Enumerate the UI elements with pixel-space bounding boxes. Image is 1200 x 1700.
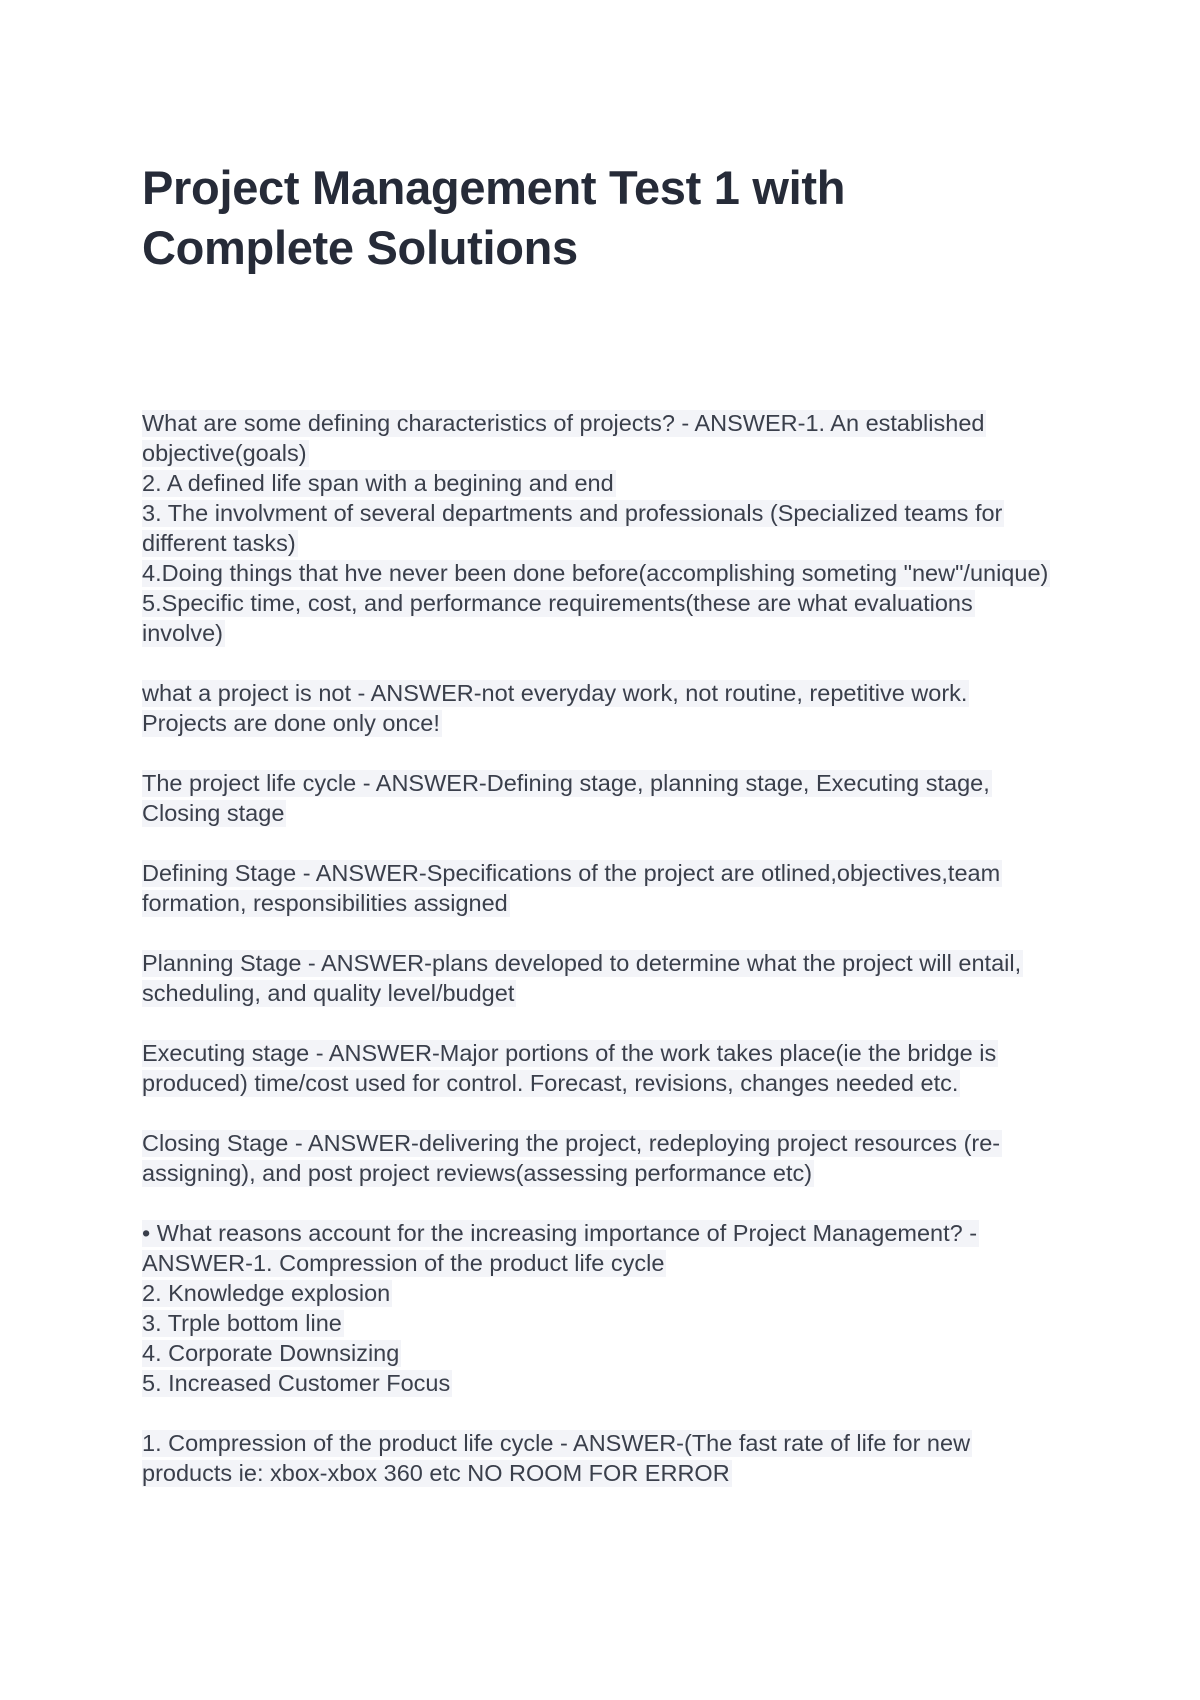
qa-line-text: 5.Specific time, cost, and performance requirements(these are what evaluations [142,590,973,616]
qa-line-text: Closing Stage - ANSWER-delivering the project, redeploying project resources (re- [142,1130,1001,1156]
qa-line-text: what a project is not - ANSWER-not everyday work, not routine, repetitive work. [142,680,968,706]
qa-line-text: Closing stage [142,800,285,826]
qa-line-text: 2. Knowledge explosion [142,1280,391,1306]
qa-line-text: Projects are done only once! [142,710,440,736]
qa-item [142,1128,1072,1188]
qa-line [142,1278,1072,1308]
qa-line [142,408,1072,438]
qa-line-text: 3. The involvment of several departments and professionals (Specialized teams for [142,500,1003,526]
qa-line-text: 2. A defined life span with a begining and end [142,470,614,496]
qa-line-text: 4.Doing things that hve never been done before(accomplishing someting "new"/unique) [142,560,1049,586]
qa-line-text: ANSWER-1. Compression of the product life cycle [142,1250,665,1276]
qa-line-text: Executing stage - ANSWER-Major portions of the work takes place(ie the bridge is [142,1040,997,1066]
qa-line [142,1308,1072,1338]
qa-line-text: products ie: xbox-xbox 360 etc NO ROOM FOR ERROR [142,1460,730,1486]
qa-item [142,678,1072,738]
qa-line-text: • What reasons account for the increasing importance of Project Management? - [142,1220,978,1246]
qa-line-text: 4. Corporate Downsizing [142,1340,400,1366]
qa-line [142,948,1072,978]
qa-line [142,1068,1072,1098]
qa-line [142,1128,1072,1158]
qa-line [142,708,1072,738]
qa-line [142,618,1072,648]
qa-line [142,498,1072,528]
document-page [142,158,1072,1518]
qa-line [142,1218,1072,1248]
qa-line [142,978,1072,1008]
qa-line [142,858,1072,888]
qa-line [142,1428,1072,1458]
qa-line-text: assigning), and post project reviews(assessing performance etc) [142,1160,813,1186]
qa-item [142,1428,1072,1488]
qa-line [142,768,1072,798]
qa-line [142,558,1072,588]
page-title [142,158,1072,278]
qa-line-text: formation, responsibilities assigned [142,890,508,916]
qa-line-text: 5. Increased Customer Focus [142,1370,451,1396]
qa-item [142,858,1072,918]
qa-item [142,408,1072,648]
qa-line [142,1038,1072,1068]
qa-item [142,768,1072,828]
qa-line-text: 3. Trple bottom line [142,1310,342,1336]
qa-line [142,528,1072,558]
qa-line-text: objective(goals) [142,440,307,466]
qa-line-text: Planning Stage - ANSWER-plans developed to determine what the project will entail, [142,950,1022,976]
qa-line [142,798,1072,828]
qa-line-text: scheduling, and quality level/budget [142,980,515,1006]
qa-line [142,1338,1072,1368]
qa-line-text: 1. Compression of the product life cycle - ANSWER-(The fast rate of life for new [142,1430,971,1456]
qa-list [142,408,1072,1488]
qa-line-text: involve) [142,620,223,646]
qa-item [142,1038,1072,1098]
qa-item [142,1218,1072,1398]
title-line-2: Complete Solutions [142,221,578,274]
qa-line [142,468,1072,498]
qa-line [142,678,1072,708]
qa-line-text: What are some defining characteristics of projects? - ANSWER-1. An established [142,410,985,436]
qa-line [142,1248,1072,1278]
qa-line-text: different tasks) [142,530,296,556]
qa-line [142,588,1072,618]
qa-line [142,1458,1072,1488]
qa-item [142,948,1072,1008]
qa-line [142,888,1072,918]
qa-line [142,1158,1072,1188]
qa-line-text: produced) time/cost used for control. Forecast, revisions, changes needed etc. [142,1070,959,1096]
qa-line-text: Defining Stage - ANSWER-Specifications of the project are otlined,objectives,team [142,860,1001,886]
qa-line [142,438,1072,468]
qa-line [142,1368,1072,1398]
title-line-1: Project Management Test 1 with [142,161,846,214]
qa-line-text: The project life cycle - ANSWER-Defining stage, planning stage, Executing stage, [142,770,990,796]
